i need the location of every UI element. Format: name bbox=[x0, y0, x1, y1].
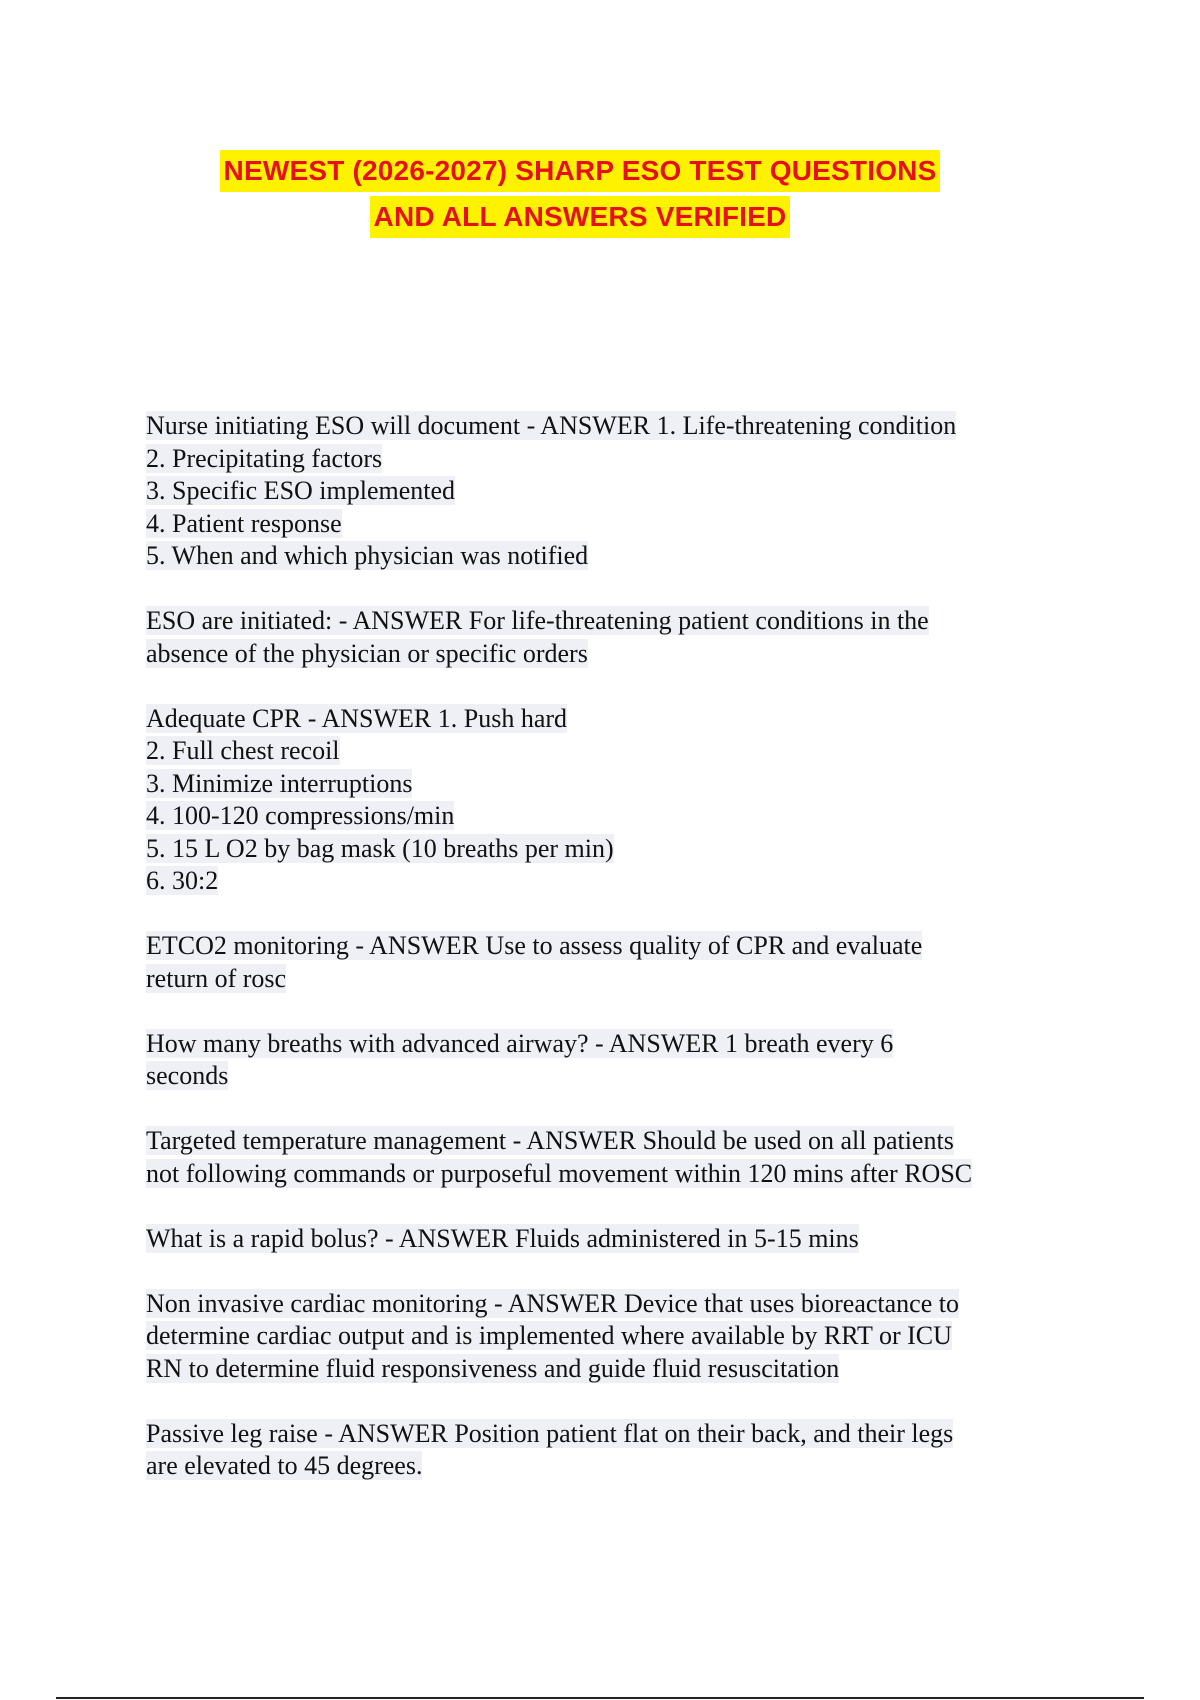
qa-line-text: Nurse initiating ESO will document - ANSWER 1. Life-threatening condition bbox=[146, 411, 957, 440]
qa-line bbox=[146, 638, 1046, 671]
qa-line-text: ETCO2 monitoring - ANSWER Use to assess quality of CPR and evaluate bbox=[146, 931, 923, 960]
qa-line-text: Adequate CPR - ANSWER 1. Push hard bbox=[146, 703, 568, 733]
qa-line-text: 4. 100-120 compressions/min bbox=[146, 801, 455, 830]
qa-line-text: ESO are initiated: - ANSWER For life-threatening patient conditions in the bbox=[146, 606, 929, 635]
qa-item bbox=[146, 703, 1046, 898]
qa-item bbox=[146, 605, 1046, 670]
qa-line bbox=[146, 703, 1046, 736]
qa-line bbox=[146, 540, 1046, 573]
qa-item bbox=[146, 1028, 1046, 1093]
qa-item bbox=[146, 930, 1046, 995]
qa-line bbox=[146, 800, 1046, 833]
qa-line-text: 5. When and which physician was notified bbox=[146, 541, 589, 570]
qa-line-text: seconds bbox=[146, 1061, 229, 1090]
qa-line bbox=[146, 1288, 1046, 1321]
qa-line bbox=[146, 1320, 1046, 1353]
qa-line bbox=[146, 768, 1046, 801]
qa-line-text: 4. Patient response bbox=[146, 508, 342, 538]
qa-line-text: 5. 15 L O2 by bag mask (10 breaths per min) bbox=[146, 833, 614, 863]
qa-line-text: 2. Precipitating factors bbox=[146, 443, 383, 473]
qa-line bbox=[146, 1028, 1046, 1061]
qa-line bbox=[146, 963, 1046, 996]
qa-line-text: 3. Specific ESO implemented bbox=[146, 476, 456, 505]
qa-item bbox=[146, 1125, 1046, 1190]
page-bottom-divider bbox=[56, 1697, 1144, 1699]
qa-line-text: Targeted temperature management - ANSWER Should be used on all patients bbox=[146, 1126, 954, 1155]
qa-line bbox=[146, 833, 1046, 866]
qa-item bbox=[146, 1418, 1046, 1483]
qa-item bbox=[146, 1288, 1046, 1386]
qa-line bbox=[146, 605, 1046, 638]
qa-line-text: RN to determine fluid responsiveness and guide fluid resuscitation bbox=[146, 1353, 840, 1383]
qa-line bbox=[146, 1353, 1046, 1386]
qa-line bbox=[146, 1418, 1046, 1451]
qa-line-text: What is a rapid bolus? - ANSWER Fluids administered in 5-15 mins bbox=[146, 1223, 859, 1253]
qa-line-text: absence of the physician or specific orders bbox=[146, 638, 588, 668]
qa-line bbox=[146, 475, 1046, 508]
qa-item bbox=[146, 410, 1046, 573]
qa-line bbox=[146, 930, 1046, 963]
qa-line-text: 6. 30:2 bbox=[146, 866, 219, 895]
qa-line bbox=[146, 735, 1046, 768]
qa-line bbox=[146, 1450, 1046, 1483]
qa-line-text: are elevated to 45 degrees. bbox=[146, 1451, 423, 1480]
qa-line-text: return of rosc bbox=[146, 963, 287, 993]
qa-item bbox=[146, 1223, 1046, 1256]
qa-line bbox=[146, 508, 1046, 541]
qa-line-text: Passive leg raise - ANSWER Position patient flat on their back, and their legs bbox=[146, 1418, 954, 1448]
qa-line bbox=[146, 865, 1046, 898]
title-line-1: NEWEST (2026-2027) SHARP ESO TEST QUESTIONS bbox=[220, 150, 941, 192]
qa-line bbox=[146, 1125, 1046, 1158]
qa-line bbox=[146, 1060, 1046, 1093]
qa-line-text: 3. Minimize interruptions bbox=[146, 768, 413, 798]
document-title bbox=[0, 148, 1160, 240]
qa-line-text: determine cardiac output and is implemented where available by RRT or ICU bbox=[146, 1321, 952, 1350]
qa-line bbox=[146, 1223, 1046, 1256]
qa-line bbox=[146, 443, 1046, 476]
qa-line-text: not following commands or purposeful movement within 120 mins after ROSC bbox=[146, 1158, 973, 1188]
qa-line-text: How many breaths with advanced airway? - ANSWER 1 breath every 6 bbox=[146, 1028, 894, 1058]
question-answer-list bbox=[146, 410, 1046, 1515]
qa-line bbox=[146, 1158, 1046, 1191]
qa-line-text: 2. Full chest recoil bbox=[146, 736, 340, 765]
qa-line bbox=[146, 410, 1046, 443]
qa-line-text: Non invasive cardiac monitoring - ANSWER Device that uses bioreactance to bbox=[146, 1288, 959, 1318]
title-line-2: AND ALL ANSWERS VERIFIED bbox=[370, 196, 791, 238]
